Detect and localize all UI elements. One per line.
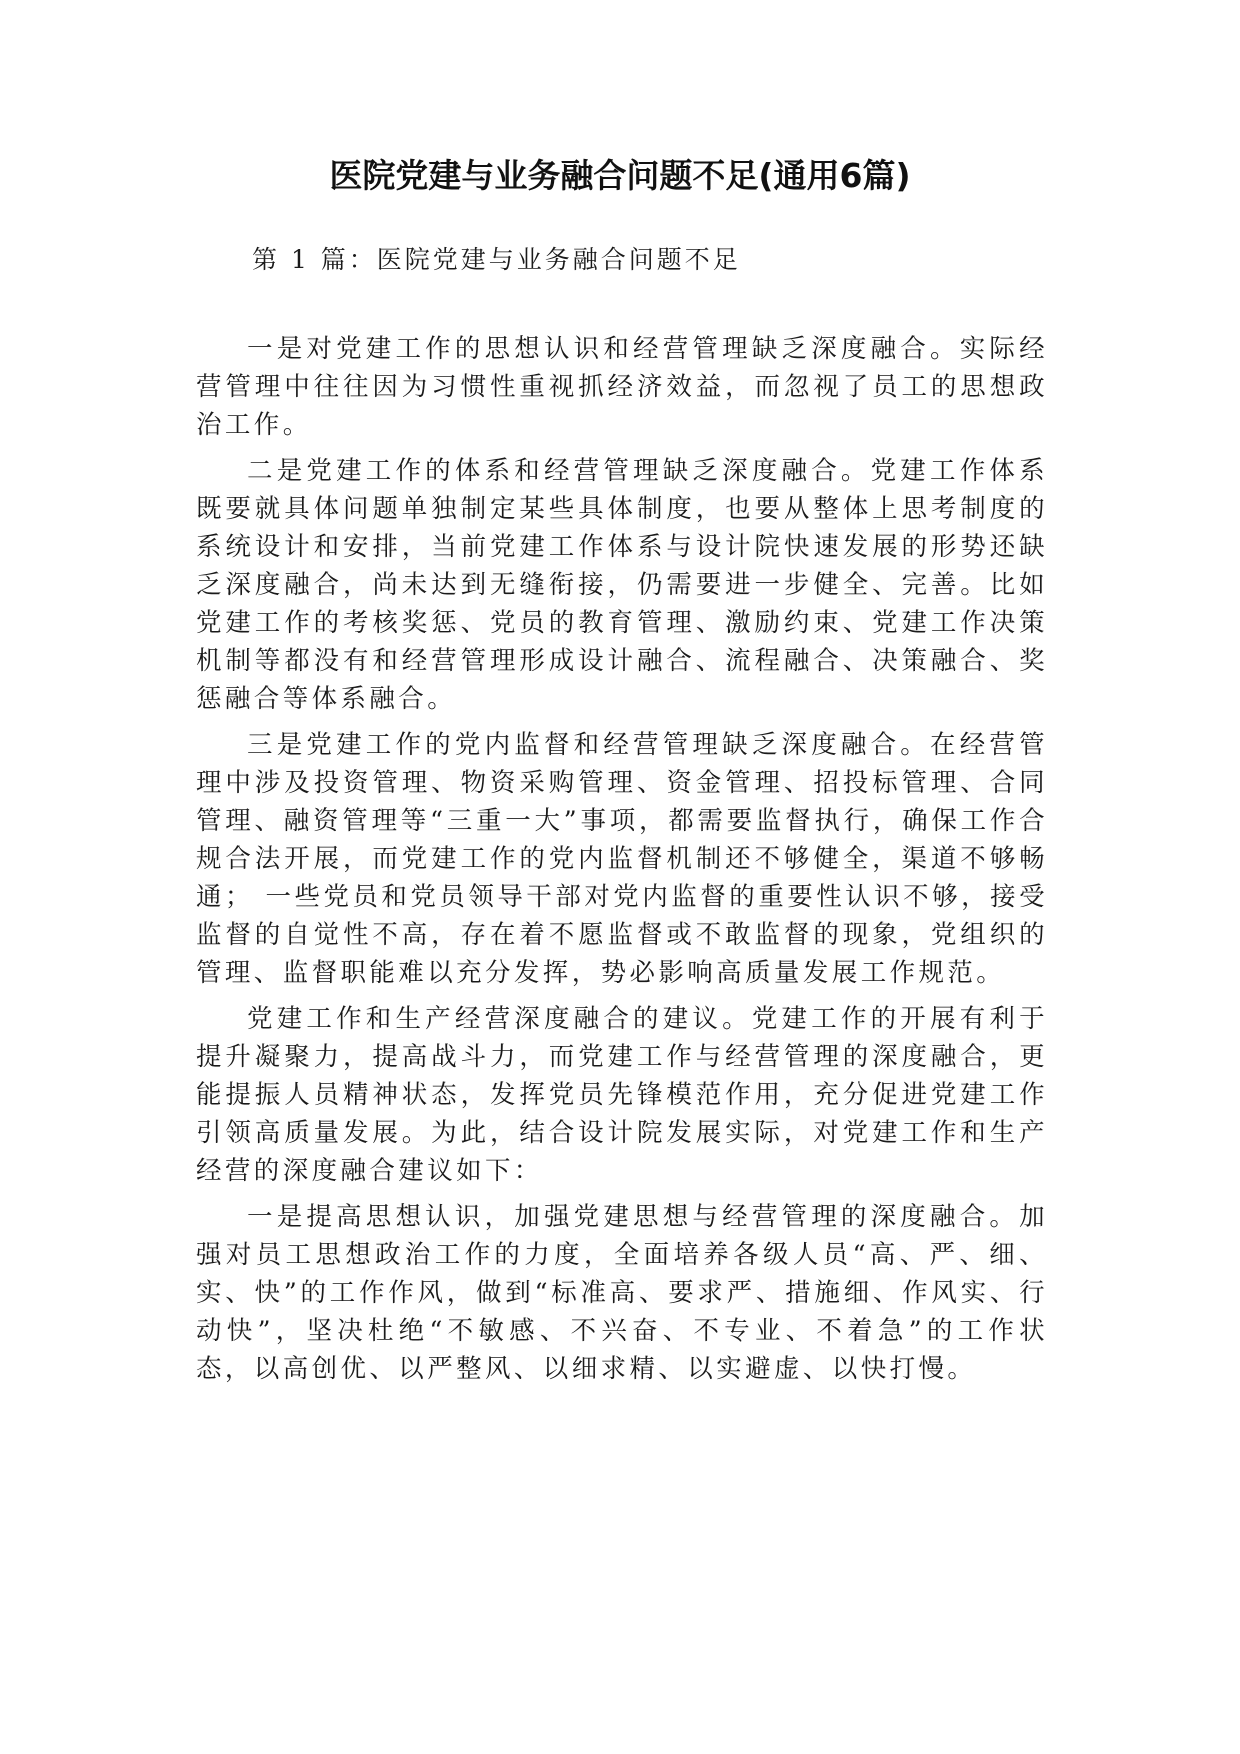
paragraph: 一是对党建工作的思想认识和经营管理缺乏深度融合。实际经营管理中往往因为习惯性重视抓经济效益，而忽视了员工的思想政治工作。 xyxy=(196,334,1048,440)
paragraph: 党建工作和生产经营深度融合的建议。党建工作的开展有利于提升凝聚力，提高战斗力，而党建工作与经营管理的深度融合，更能提振人员精神状态，发挥党员先锋模范作用，充分促进党建工作引领高质量发展。为此，结合设计院发展实际，对党建工作和生产经营的深度融合建议如下： xyxy=(196,1004,1048,1186)
document-body xyxy=(196,330,1048,1396)
paragraph: 二是党建工作的体系和经营管理缺乏深度融合。党建工作体系既要就具体问题单独制定某些具体制度，也要从整体上思考制度的系统设计和安排，当前党建工作体系与设计院快速发展的形势还缺乏深度融合，尚未达到无缝衔接，仍需要进一步健全、完善。比如党建工作的考核奖惩、党员的教育管理、激励约束、党建工作决策机制等都没有和经营管理形成设计融合、流程融合、决策融合、奖惩融合等体系融合。 xyxy=(196,456,1048,714)
document-title: 医院党建与业务融合问题不足(通用6篇) xyxy=(329,156,911,195)
paragraph: 一是提高思想认识，加强党建思想与经营管理的深度融合。加强对员工思想政治工作的力度，全面培养各级人员“高、严、细、实、快”的工作作风，做到“标准高、要求严、措施细、作风实、行动快”，坚决杜绝“不敏感、不兴奋、不专业、不着急”的工作状态，以高创优、以严整风、以细求精、以实避虚、以快打慢。 xyxy=(196,1202,1048,1384)
section-heading: 第 1 篇：医院党建与业务融合问题不足 xyxy=(252,245,741,274)
paragraph: 三是党建工作的党内监督和经营管理缺乏深度融合。在经营管理中涉及投资管理、物资采购管理、资金管理、招投标管理、合同管理、融资管理等“三重一大”事项，都需要监督执行，确保工作合规合法开展，而党建工作的党内监督机制还不够健全，渠道不够畅通； 一些党员和党员领导干部对党内监督的重要性认识不够，接受监督的自觉性不高，存在着不愿监督或不敢监督的现象，党组织的管理、监督职能难以充分发挥，势必影响高质量发展工作规范。 xyxy=(196,730,1048,988)
